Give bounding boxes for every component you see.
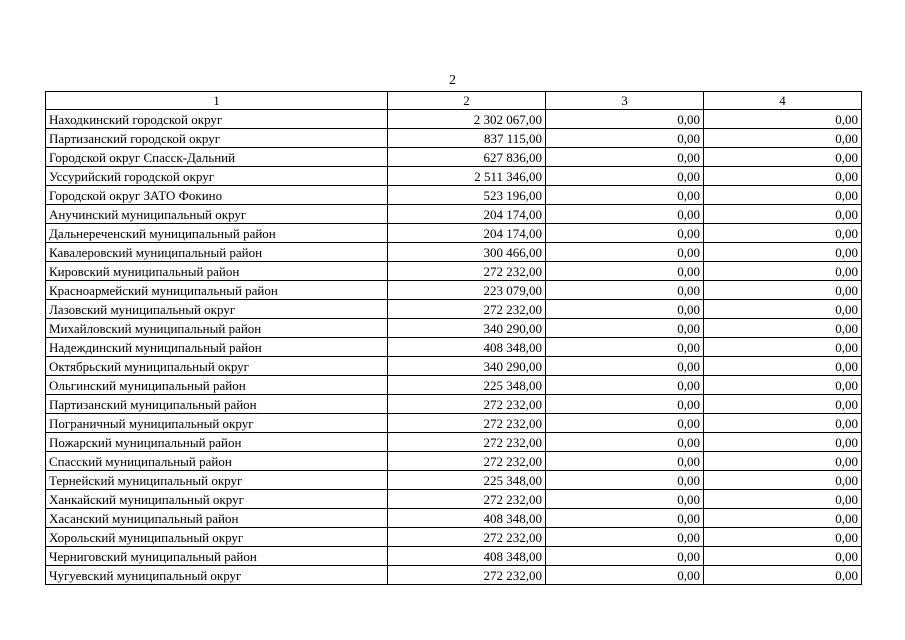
amount-column-4-cell: 0,00 — [704, 452, 862, 471]
municipality-name-cell: Хасанский муниципальный район — [46, 509, 388, 528]
amount-column-3-cell: 0,00 — [546, 319, 704, 338]
amount-column-2-cell: 272 232,00 — [388, 566, 546, 585]
amount-column-2-cell: 204 174,00 — [388, 205, 546, 224]
table-row — [46, 547, 862, 566]
municipality-name-cell: Находкинский городской округ — [46, 110, 388, 129]
municipality-name-cell: Чугуевский муниципальный округ — [46, 566, 388, 585]
amount-column-4-cell: 0,00 — [704, 262, 862, 281]
amount-column-2-cell: 627 836,00 — [388, 148, 546, 167]
amount-column-2-cell: 225 348,00 — [388, 376, 546, 395]
municipality-name-cell: Анучинский муниципальный округ — [46, 205, 388, 224]
municipality-name-cell: Михайловский муниципальный район — [46, 319, 388, 338]
amount-column-2-cell: 272 232,00 — [388, 300, 546, 319]
amount-column-3-cell: 0,00 — [546, 243, 704, 262]
amount-column-3-cell: 0,00 — [546, 205, 704, 224]
amount-column-4-cell: 0,00 — [704, 186, 862, 205]
amount-column-2-cell: 272 232,00 — [388, 395, 546, 414]
amount-column-3-cell: 0,00 — [546, 490, 704, 509]
table-row — [46, 262, 862, 281]
municipality-name-cell: Городской округ ЗАТО Фокино — [46, 186, 388, 205]
amount-column-3-cell: 0,00 — [546, 110, 704, 129]
amount-column-4-cell: 0,00 — [704, 338, 862, 357]
municipality-name-cell: Черниговский муниципальный район — [46, 547, 388, 566]
amount-column-2-cell: 340 290,00 — [388, 357, 546, 376]
amount-column-4-cell: 0,00 — [704, 395, 862, 414]
amount-column-3-cell: 0,00 — [546, 433, 704, 452]
table-row — [46, 243, 862, 262]
data-table — [45, 91, 862, 585]
amount-column-3-cell: 0,00 — [546, 376, 704, 395]
amount-column-3-cell: 0,00 — [546, 509, 704, 528]
amount-column-4-cell: 0,00 — [704, 490, 862, 509]
table-row — [46, 129, 862, 148]
amount-column-4-cell: 0,00 — [704, 281, 862, 300]
column-header-3: 3 — [546, 92, 704, 110]
table-row — [46, 357, 862, 376]
amount-column-3-cell: 0,00 — [546, 148, 704, 167]
amount-column-4-cell: 0,00 — [704, 376, 862, 395]
amount-column-3-cell: 0,00 — [546, 357, 704, 376]
table-row — [46, 338, 862, 357]
municipality-name-cell: Кировский муниципальный район — [46, 262, 388, 281]
column-header-2: 2 — [388, 92, 546, 110]
table-row — [46, 566, 862, 585]
amount-column-4-cell: 0,00 — [704, 433, 862, 452]
municipality-name-cell: Надеждинский муниципальный район — [46, 338, 388, 357]
amount-column-3-cell: 0,00 — [546, 262, 704, 281]
amount-column-2-cell: 408 348,00 — [388, 338, 546, 357]
table-row — [46, 490, 862, 509]
amount-column-2-cell: 272 232,00 — [388, 452, 546, 471]
amount-column-3-cell: 0,00 — [546, 281, 704, 300]
amount-column-4-cell: 0,00 — [704, 357, 862, 376]
amount-column-4-cell: 0,00 — [704, 243, 862, 262]
table-row — [46, 205, 862, 224]
table-row — [46, 528, 862, 547]
amount-column-2-cell: 272 232,00 — [388, 433, 546, 452]
table-row — [46, 509, 862, 528]
amount-column-2-cell: 523 196,00 — [388, 186, 546, 205]
amount-column-3-cell: 0,00 — [546, 338, 704, 357]
table-row — [46, 452, 862, 471]
amount-column-2-cell: 300 466,00 — [388, 243, 546, 262]
municipality-name-cell: Ольгинский муниципальный район — [46, 376, 388, 395]
table-row — [46, 471, 862, 490]
amount-column-2-cell: 223 079,00 — [388, 281, 546, 300]
amount-column-4-cell: 0,00 — [704, 414, 862, 433]
amount-column-4-cell: 0,00 — [704, 129, 862, 148]
municipality-name-cell: Партизанский городской округ — [46, 129, 388, 148]
column-header-1: 1 — [46, 92, 388, 110]
municipality-name-cell: Хорольский муниципальный округ — [46, 528, 388, 547]
municipality-name-cell: Тернейский муниципальный округ — [46, 471, 388, 490]
amount-column-3-cell: 0,00 — [546, 414, 704, 433]
municipality-name-cell: Октябрьский муниципальный округ — [46, 357, 388, 376]
table-body — [46, 92, 862, 585]
municipality-name-cell: Пожарский муниципальный район — [46, 433, 388, 452]
amount-column-3-cell: 0,00 — [546, 566, 704, 585]
municipality-name-cell: Красноармейский муниципальный район — [46, 281, 388, 300]
table-row — [46, 376, 862, 395]
municipality-name-cell: Партизанский муниципальный район — [46, 395, 388, 414]
amount-column-4-cell: 0,00 — [704, 205, 862, 224]
table-row — [46, 395, 862, 414]
amount-column-2-cell: 837 115,00 — [388, 129, 546, 148]
amount-column-2-cell: 272 232,00 — [388, 528, 546, 547]
amount-column-3-cell: 0,00 — [546, 129, 704, 148]
page-number: 2 — [449, 73, 456, 88]
amount-column-2-cell: 2 302 067,00 — [388, 110, 546, 129]
amount-column-4-cell: 0,00 — [704, 300, 862, 319]
amount-column-4-cell: 0,00 — [704, 471, 862, 490]
amount-column-4-cell: 0,00 — [704, 167, 862, 186]
municipality-name-cell: Уссурийский городской округ — [46, 167, 388, 186]
table-row — [46, 167, 862, 186]
table-row — [46, 186, 862, 205]
amount-column-2-cell: 340 290,00 — [388, 319, 546, 338]
amount-column-3-cell: 0,00 — [546, 395, 704, 414]
amount-column-3-cell: 0,00 — [546, 300, 704, 319]
table-row — [46, 281, 862, 300]
amount-column-4-cell: 0,00 — [704, 148, 862, 167]
amount-column-4-cell: 0,00 — [704, 110, 862, 129]
table-row — [46, 110, 862, 129]
table-row — [46, 433, 862, 452]
amount-column-2-cell: 204 174,00 — [388, 224, 546, 243]
table-row — [46, 148, 862, 167]
amount-column-2-cell: 408 348,00 — [388, 547, 546, 566]
amount-column-3-cell: 0,00 — [546, 471, 704, 490]
amount-column-2-cell: 408 348,00 — [388, 509, 546, 528]
table-row — [46, 300, 862, 319]
table-header-row — [46, 92, 862, 110]
amount-column-3-cell: 0,00 — [546, 528, 704, 547]
municipality-name-cell: Кавалеровский муниципальный район — [46, 243, 388, 262]
amount-column-3-cell: 0,00 — [546, 547, 704, 566]
table-row — [46, 319, 862, 338]
amount-column-4-cell: 0,00 — [704, 224, 862, 243]
municipality-name-cell: Лазовский муниципальный округ — [46, 300, 388, 319]
amount-column-4-cell: 0,00 — [704, 509, 862, 528]
amount-column-2-cell: 225 348,00 — [388, 471, 546, 490]
amount-column-2-cell: 272 232,00 — [388, 490, 546, 509]
municipality-name-cell: Городской округ Спасск-Дальний — [46, 148, 388, 167]
table-row — [46, 224, 862, 243]
amount-column-3-cell: 0,00 — [546, 224, 704, 243]
amount-column-4-cell: 0,00 — [704, 528, 862, 547]
amount-column-4-cell: 0,00 — [704, 319, 862, 338]
amount-column-2-cell: 272 232,00 — [388, 414, 546, 433]
municipality-name-cell: Дальнереченский муниципальный район — [46, 224, 388, 243]
table-row — [46, 414, 862, 433]
amount-column-2-cell: 2 511 346,00 — [388, 167, 546, 186]
amount-column-2-cell: 272 232,00 — [388, 262, 546, 281]
column-header-4: 4 — [704, 92, 862, 110]
amount-column-4-cell: 0,00 — [704, 566, 862, 585]
amount-column-3-cell: 0,00 — [546, 167, 704, 186]
municipality-name-cell: Пограничный муниципальный округ — [46, 414, 388, 433]
municipality-name-cell: Ханкайский муниципальный округ — [46, 490, 388, 509]
amount-column-3-cell: 0,00 — [546, 452, 704, 471]
amount-column-4-cell: 0,00 — [704, 547, 862, 566]
amount-column-3-cell: 0,00 — [546, 186, 704, 205]
municipality-name-cell: Спасский муниципальный район — [46, 452, 388, 471]
